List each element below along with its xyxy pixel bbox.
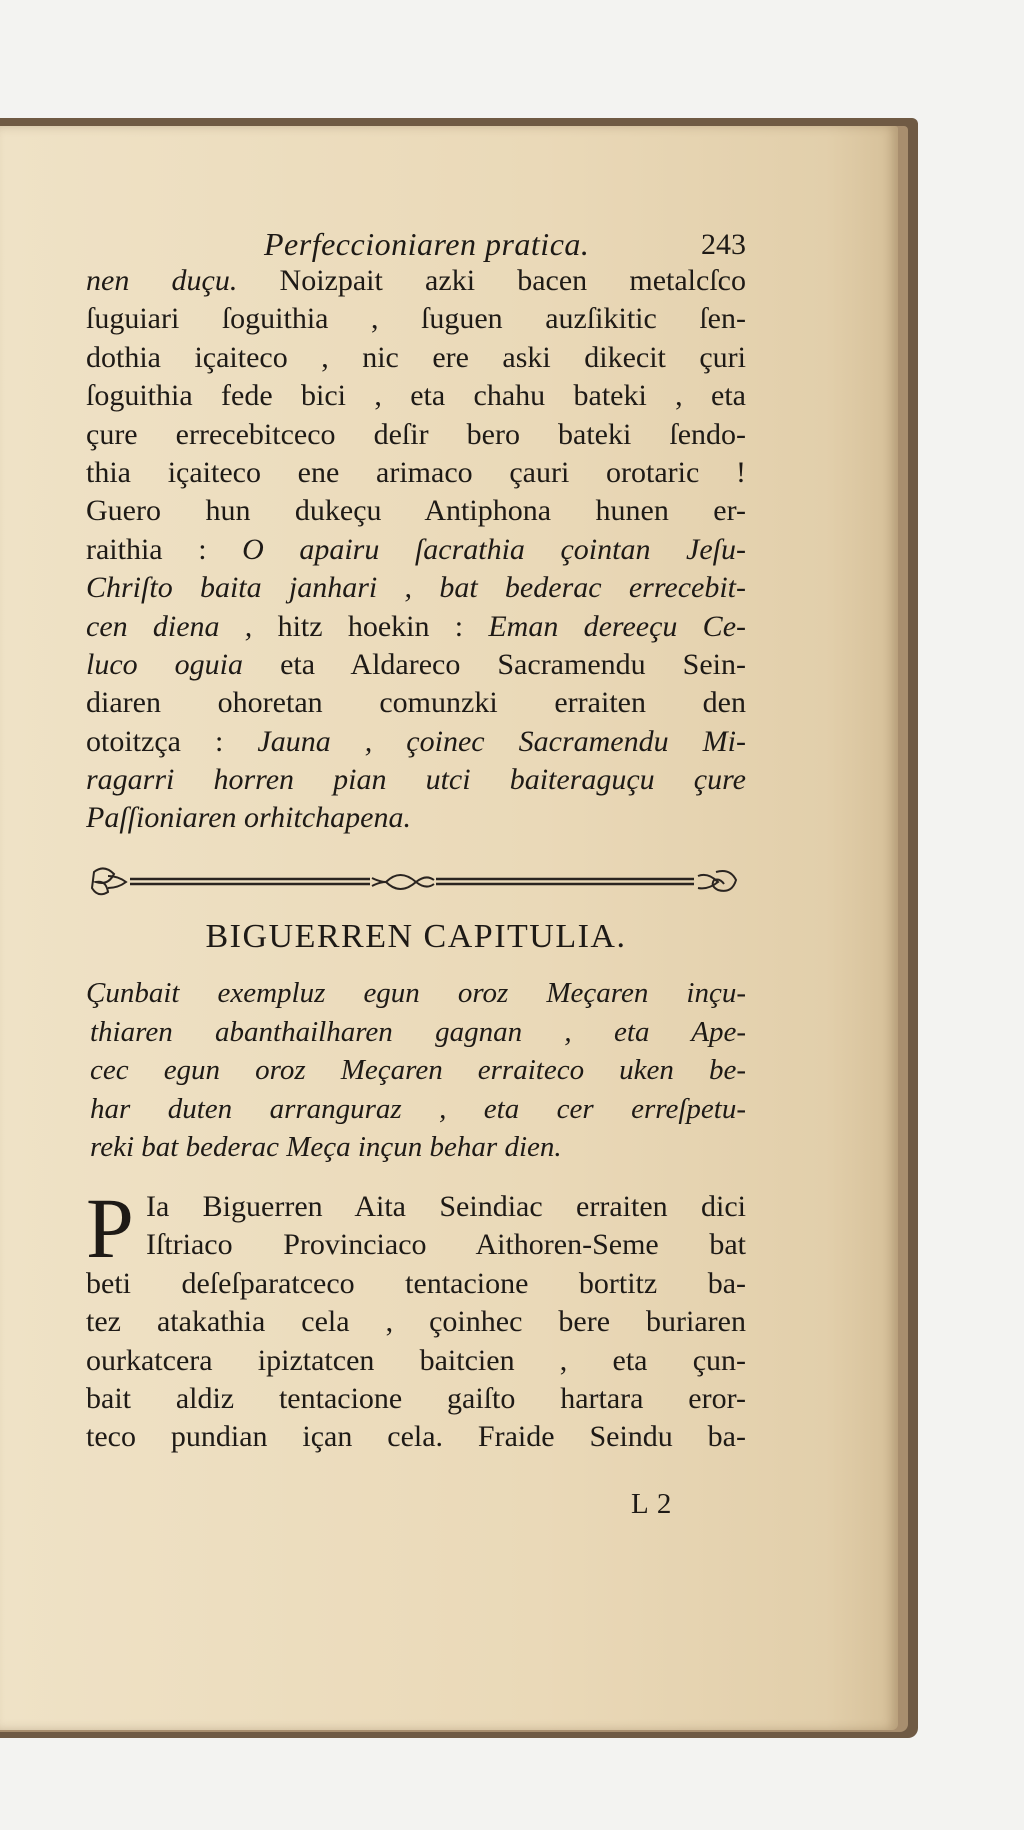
text-run: ſuguiari ſoguithia , ſuguen auzſikitic ſen-	[86, 302, 746, 336]
paragraph-line: teco pundian içan cela. Fraide Seindu ba-	[86, 1420, 746, 1454]
summary-line: har duten arranguraz , eta cer erreſpetu-	[90, 1092, 746, 1125]
chapter-title: BIGUERREN CAPITULIA.	[205, 918, 627, 955]
text-run: Noizpait azki bacen metalcſco	[237, 264, 746, 297]
summary-line: cec egun oroz Meçaren erraiteco uken be-	[90, 1054, 746, 1087]
text-run: Guero hun dukeçu Antiphona hunen er-	[86, 494, 746, 528]
text-run: ſoguithia fede bici , eta chahu bateki , eta	[86, 379, 746, 413]
decorative-rule-ornament	[86, 862, 746, 902]
text-run: thia içaiteco ene arimaco çauri orotaric !	[86, 455, 746, 489]
paragraph-lines	[86, 1180, 746, 1457]
text-line	[86, 799, 746, 837]
paragraph-line: Ia Biguerren Aita Seindiac erraiten dici	[146, 1190, 746, 1223]
text-line	[86, 454, 746, 492]
text-line	[86, 723, 746, 761]
text-run: dothia içaiteco , nic ere aski dikecit çuri	[86, 340, 746, 374]
summary-line: thiaren abanthailharen gagnan , eta Ape-	[90, 1015, 746, 1048]
text-run: Eman dereeçu Ce-	[488, 609, 746, 643]
paragraph-line: ourkatcera ipiztatcen baitcien , eta çun-	[86, 1343, 746, 1377]
text-run: ragarri horren pian utci baiteraguçu çure	[86, 763, 746, 797]
paragraph-line: Iſtriaco Provinciaco Aithoren-Seme bat	[146, 1228, 746, 1262]
running-title: Perfeccioniaren pratica.	[264, 226, 590, 262]
text-run: nen duçu.	[86, 264, 238, 297]
paragraph-line: beti deſeſparatceco tentacione bortitz ba-	[86, 1266, 746, 1300]
page-number: 243	[701, 228, 746, 261]
text-line	[86, 492, 746, 530]
text-line	[86, 684, 746, 722]
text-line	[86, 339, 746, 377]
text-run: otoitzça :	[86, 724, 258, 758]
body-text	[86, 262, 746, 838]
text-run: hitz hoekin :	[252, 609, 489, 643]
text-run: O apairu ſacrathia çointan Jeſu-	[242, 532, 746, 566]
text-line	[86, 531, 746, 569]
paragraph-line: tez atakathia cela , çoinhec bere buriaren	[86, 1305, 746, 1339]
text-line	[86, 416, 746, 454]
text-line	[86, 608, 746, 646]
text-line	[86, 262, 746, 300]
text-run: Paſſioniaren orhitchapena.	[86, 801, 411, 835]
signature-mark: L 2	[631, 1488, 673, 1520]
text-run: luco oguia	[86, 647, 244, 681]
text-run: diaren ohoretan comunzki erraiten den	[86, 686, 746, 720]
text-run: eta Aldareco Sacramendu Sein-	[243, 647, 746, 681]
summary-line: reki bat bederac Meça inçun behar dien.	[90, 1131, 562, 1164]
text-run: Chriſto baita janhari , bat bederac errecebit-	[86, 571, 746, 605]
summary-line: Çunbait exempluz egun oroz Meçaren inçu-	[86, 977, 746, 1009]
text-line	[86, 646, 746, 684]
text-run: Jauna , çoinec Sacramendu Mi-	[257, 724, 746, 758]
text-line	[86, 761, 746, 799]
opening-paragraph	[86, 1180, 746, 1457]
text-run: raithia :	[86, 532, 243, 566]
text-run: çure errecebitceco deſir bero bateki ſendo-	[86, 417, 746, 451]
text-run: cen diena ,	[86, 609, 253, 643]
chapter-summary	[86, 974, 746, 1167]
text-line	[86, 377, 746, 415]
text-line	[86, 569, 746, 607]
book-page	[0, 126, 898, 1730]
running-head	[86, 226, 746, 266]
drop-cap-initial: P	[86, 1180, 134, 1276]
paragraph-line: bait aldiz tentacione gaiſto hartara eror-	[86, 1381, 746, 1415]
text-line	[86, 300, 746, 338]
